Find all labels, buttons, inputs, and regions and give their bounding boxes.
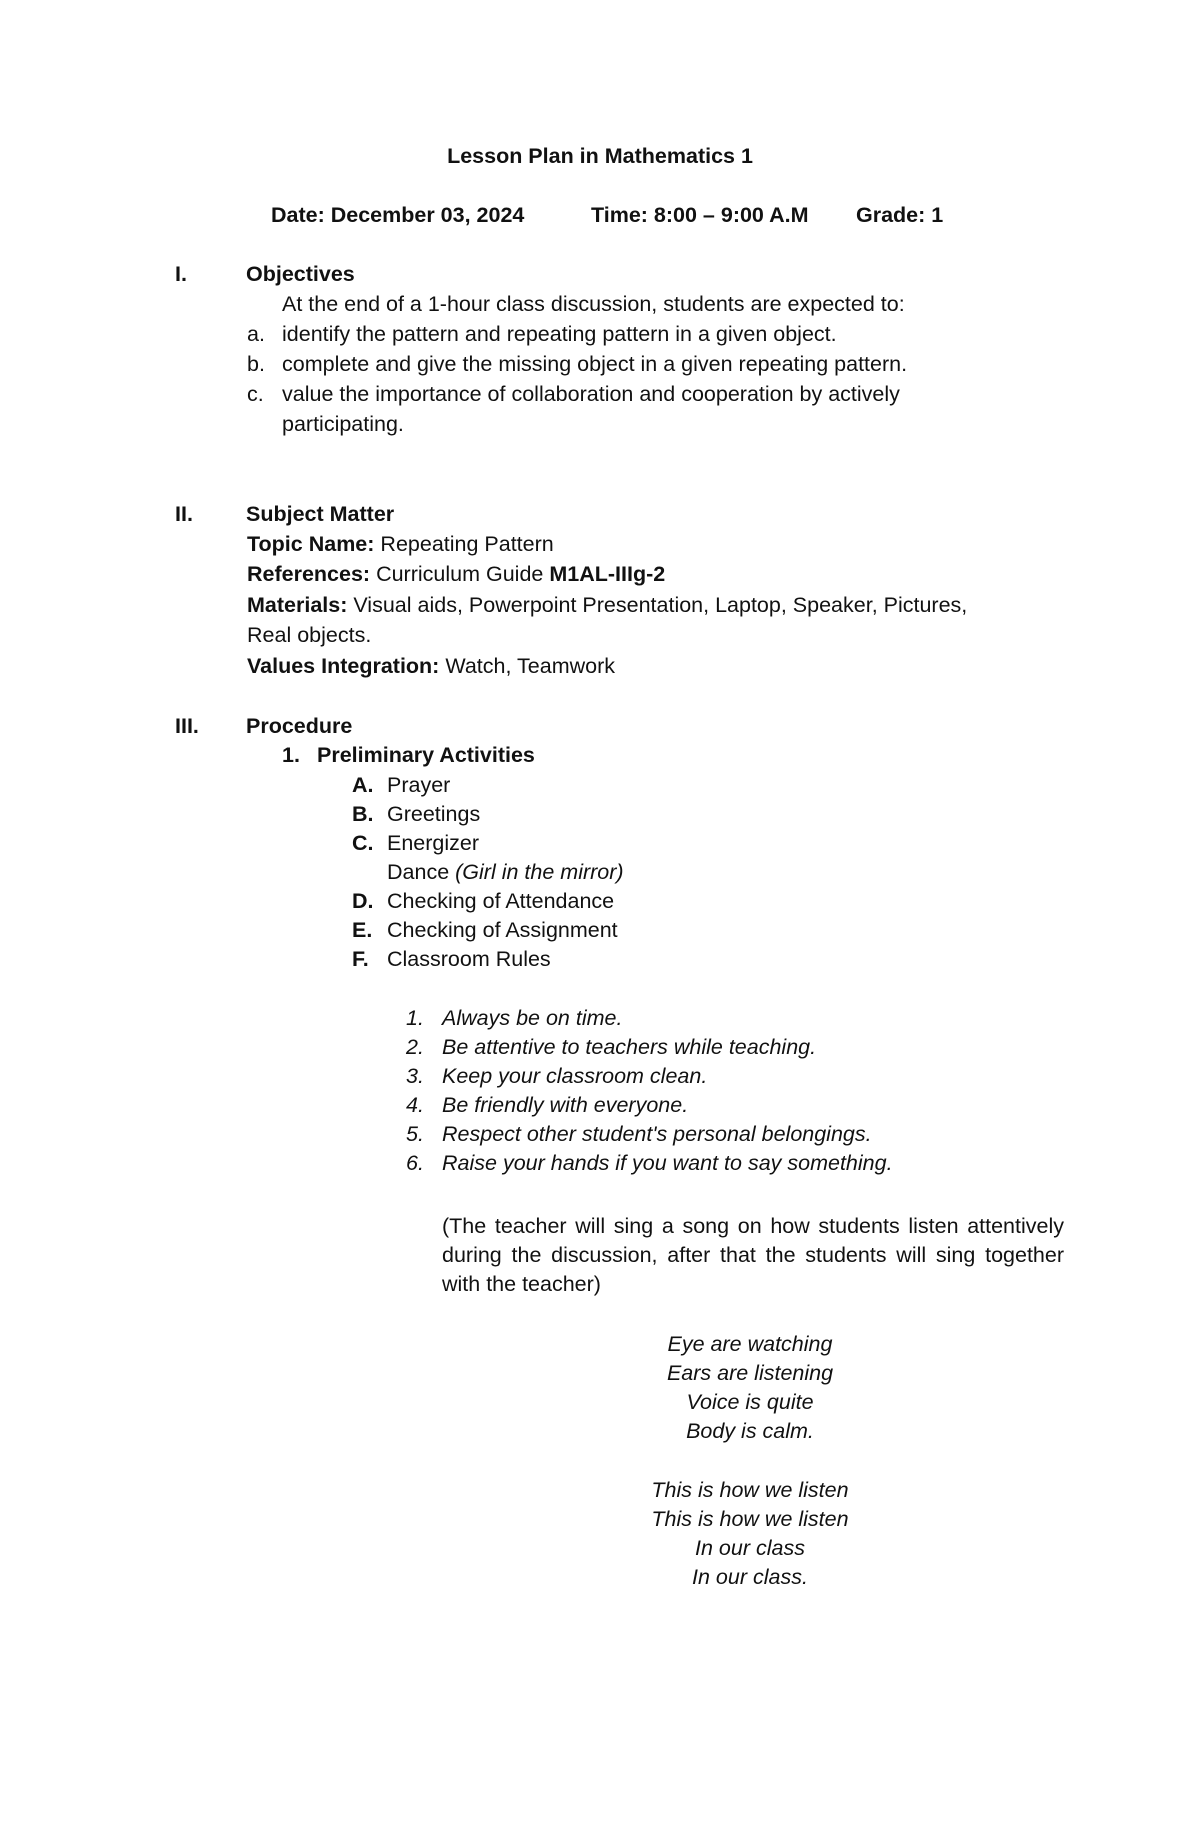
references-code: M1AL-IIIg-2 (549, 562, 666, 586)
materials-value: Visual aids, Powerpoint Presentation, Laptop, Speaker, Pictures, (353, 593, 968, 617)
activity-letter: C. (352, 831, 374, 855)
energizer-detail: Dance (387, 860, 450, 884)
rule-text: Raise your hands if you want to say something. (442, 1151, 893, 1175)
rule-number: 6. (406, 1151, 424, 1175)
sub-number: 1. (282, 743, 300, 767)
song-line: Eye are watching (667, 1332, 833, 1356)
references-label: References: (247, 562, 371, 586)
values-line (247, 651, 615, 681)
teacher-note: (The teacher will sing a song on how students listen attentively during the discussion, after that the students will sing together with the teacher) (442, 1214, 1064, 1296)
rule-number: 3. (406, 1064, 424, 1088)
activity-text: Energizer (387, 831, 480, 855)
rule-number: 1. (406, 1006, 424, 1030)
activity-text: Greetings (387, 802, 481, 826)
song-line: Ears are listening (666, 1361, 834, 1385)
song-line: Body is calm. (686, 1419, 814, 1443)
song-line: In our class. (692, 1565, 808, 1589)
rule-number: 5. (406, 1122, 424, 1146)
procedure-heading: Procedure (246, 714, 353, 738)
rule-text: Respect other student's personal belongings. (442, 1122, 872, 1146)
song-line: This is how we listen (651, 1478, 849, 1502)
activity-letter: A. (352, 773, 374, 797)
materials-line (247, 590, 967, 620)
activity-text: Checking of Attendance (387, 889, 615, 913)
activity-text: Prayer (387, 773, 451, 797)
song-line: This is how we listen (651, 1507, 849, 1531)
values-value: Watch, Teamwork (445, 654, 616, 678)
rule-number: 4. (406, 1093, 424, 1117)
song-line: In our class (695, 1536, 805, 1560)
procedure-numeral: III. (175, 714, 199, 738)
materials-continued: Real objects. (247, 623, 372, 647)
objective-letter: b. (247, 352, 265, 376)
rule-number: 2. (406, 1035, 424, 1059)
activity-letter: F. (352, 947, 369, 971)
page-title: Lesson Plan in Mathematics 1 (447, 144, 753, 168)
activity-text: Classroom Rules (387, 947, 551, 971)
references-line (247, 559, 665, 589)
rule-text: Be attentive to teachers while teaching. (442, 1035, 817, 1059)
subject-matter-heading: Subject Matter (246, 502, 395, 526)
subject-matter-numeral: II. (175, 502, 193, 526)
references-value: Curriculum Guide (376, 562, 544, 586)
objective-letter: c. (247, 382, 264, 406)
objectives-numeral: I. (175, 262, 187, 286)
preliminary-activities-heading: Preliminary Activities (317, 743, 535, 767)
materials-label: Materials: (247, 593, 348, 617)
rule-text: Be friendly with everyone. (442, 1093, 689, 1117)
objectives-heading: Objectives (246, 262, 355, 286)
topic-line (247, 529, 554, 559)
objective-letter: a. (247, 322, 265, 346)
rule-text: Always be on time. (442, 1006, 623, 1030)
objective-text: complete and give the missing object in a given repeating pattern. (282, 352, 908, 376)
objectives-intro: At the end of a 1-hour class discussion, students are expected to: (282, 292, 905, 316)
energizer-detail-line (387, 857, 624, 887)
activity-letter: E. (352, 918, 373, 942)
lesson-date: Date: December 03, 2024 (271, 203, 525, 227)
activity-letter: D. (352, 889, 374, 913)
activity-letter: B. (352, 802, 374, 826)
rule-text: Keep your classroom clean. (442, 1064, 708, 1088)
objective-text-continued: participating. (282, 412, 404, 436)
energizer-song: (Girl in the mirror) (455, 860, 624, 884)
lesson-grade: Grade: 1 (856, 203, 944, 227)
song-line: Voice is quite (686, 1390, 814, 1414)
activity-text: Checking of Assignment (387, 918, 618, 942)
topic-label: Topic Name: (247, 532, 375, 556)
objective-text: identify the pattern and repeating pattern in a given object. (282, 322, 837, 346)
values-label: Values Integration: (247, 654, 440, 678)
objective-text: value the importance of collaboration and cooperation by actively (282, 382, 900, 406)
lesson-time: Time: 8:00 – 9:00 A.M (591, 203, 809, 227)
topic-value: Repeating Pattern (380, 532, 554, 556)
